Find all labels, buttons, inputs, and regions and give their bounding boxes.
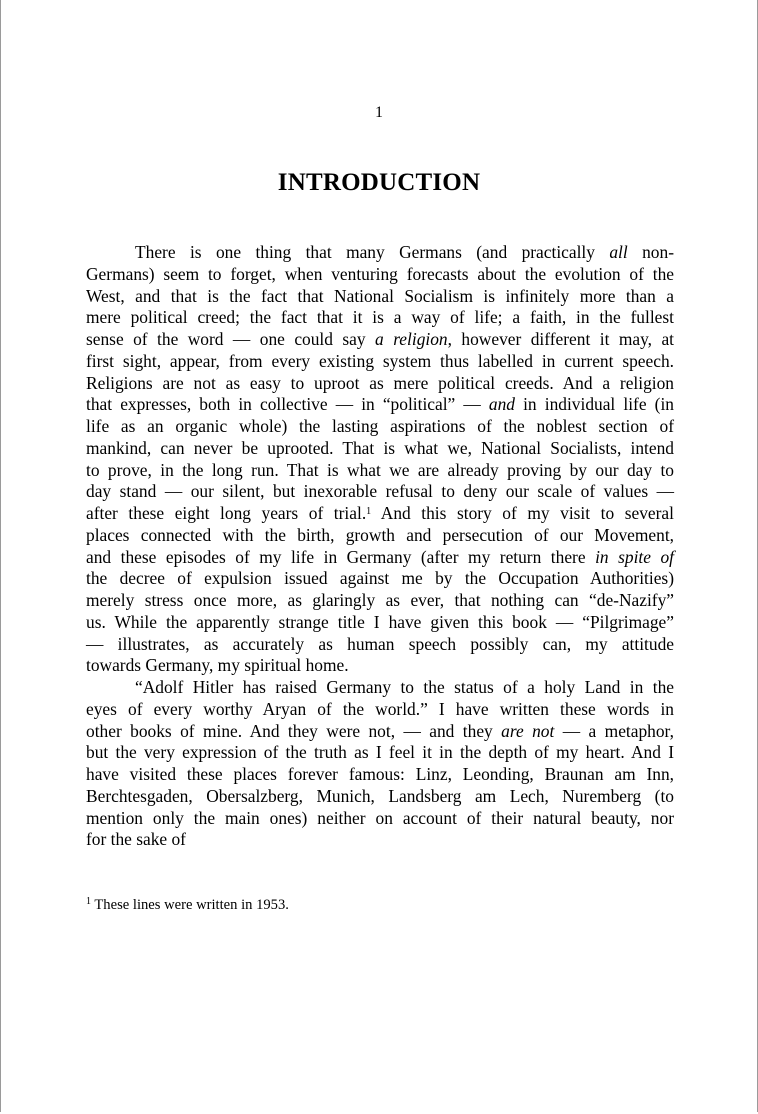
text-run: mention only the main ones) neither on account of their natural beauty, nor — [86, 807, 674, 828]
footnote — [86, 896, 674, 914]
footnote-reference: 1 — [366, 506, 372, 517]
text-run: , however different it may, at — [447, 329, 675, 349]
text-line — [86, 373, 674, 395]
text-line — [86, 307, 674, 329]
italic-text: are not — [501, 720, 555, 741]
text-run: — illustrates, as accurately as human speech possibly can, my attitude — [86, 633, 674, 654]
text-run: for the sake of — [86, 829, 186, 850]
text-run: And this story of my visit to several — [371, 503, 674, 523]
italic-text: in spite of — [595, 546, 674, 567]
text-run: to prove, in the long run. That is what we are already proving by our day to — [86, 459, 674, 480]
text-run: and these episodes of my life in Germany (after my return there — [86, 546, 596, 567]
page-number: 1 — [375, 104, 383, 121]
text-line — [86, 481, 674, 503]
text-line — [86, 394, 674, 416]
text-run: after these eight long years of trial. — [86, 503, 367, 523]
text-run: the decree of expulsion issued against me by the Occupation Authorities) — [86, 568, 674, 589]
footnote-marker: 1 — [86, 896, 91, 907]
text-run: non- — [627, 242, 674, 262]
text-line — [86, 438, 674, 460]
footnote-text: These lines were written in 1953. — [94, 897, 289, 913]
text-run: life as an organic whole) the lasting aspirations of the noblest section of — [86, 416, 674, 436]
paragraph-1 — [86, 242, 674, 677]
text-line — [86, 264, 674, 286]
text-run: sense of the word — one could say — [86, 329, 376, 349]
text-run: towards Germany, my spiritual home. — [86, 655, 349, 676]
text-line — [86, 786, 674, 808]
text-line — [86, 568, 674, 590]
text-run: — a metaphor, — [554, 720, 674, 741]
text-run: in individual life (in — [514, 394, 674, 415]
body-text — [86, 242, 674, 851]
text-line — [86, 590, 674, 612]
text-line — [86, 503, 674, 525]
italic-text: and — [488, 394, 515, 415]
text-run: us. While the apparently strange title I have given this book — “Pilgrimage” — [86, 611, 674, 632]
text-run: mankind, can never be uprooted. That is what we, National Socialists, intend — [86, 437, 674, 458]
text-run: merely stress once more, as glaringly as ever, that nothing can “de-Nazify” — [86, 590, 674, 610]
text-line — [86, 677, 674, 699]
text-line — [86, 286, 674, 308]
text-run: Religions are not as easy to uproot as mere political creeds. And a religion — [86, 372, 674, 393]
text-line — [86, 612, 674, 634]
italic-text: all — [609, 242, 628, 262]
text-run: Berchtesgaden, Obersalzberg, Munich, Landsberg am Lech, Nuremberg (to — [86, 785, 674, 806]
chapter-title: INTRODUCTION — [277, 169, 481, 196]
text-run: “Adolf Hitler has raised Germany to the status of a holy Land in the — [135, 677, 674, 697]
text-run: have visited these places forever famous: Linz, Leonding, Braunan am Inn, — [86, 764, 674, 784]
text-run: There is one thing that many Germans (and practically — [135, 242, 610, 262]
text-run: but the very expression of the truth as I feel it in the depth of my heart. And I — [86, 742, 674, 763]
paragraph-2 — [86, 677, 674, 851]
text-line — [86, 329, 674, 351]
text-line — [86, 699, 674, 721]
text-line — [86, 547, 674, 569]
text-run: day stand — our silent, but inexorable refusal to deny our scale of values — — [86, 481, 674, 502]
italic-text: a religion — [375, 329, 448, 349]
text-line — [86, 525, 674, 547]
text-run: mere political creed; the fact that it is a way of life; a faith, in the fullest — [86, 307, 674, 328]
text-line — [86, 416, 674, 438]
text-line — [86, 721, 674, 743]
text-line — [86, 742, 674, 764]
text-run: eyes of every worthy Aryan of the world.” I have written these words in — [86, 698, 674, 719]
text-run: that expresses, both in collective — in “political” — — [86, 394, 489, 415]
text-run: places connected with the birth, growth and persecution of our Movement, — [86, 524, 674, 545]
text-line — [86, 829, 674, 851]
text-line — [86, 460, 674, 482]
text-line — [86, 764, 674, 786]
text-line — [86, 655, 674, 677]
text-run: first sight, appear, from every existing system thus labelled in current speech. — [86, 350, 674, 371]
text-run: Germans) seem to forget, when venturing forecasts about the evolution of the — [86, 263, 674, 284]
text-line — [86, 634, 674, 656]
text-run: West, and that is the fact that National Socialism is infinitely more than a — [86, 285, 674, 306]
text-line — [86, 242, 674, 264]
text-line — [86, 351, 674, 373]
text-run: other books of mine. And they were not, — and they — [86, 720, 502, 741]
text-line — [86, 808, 674, 830]
